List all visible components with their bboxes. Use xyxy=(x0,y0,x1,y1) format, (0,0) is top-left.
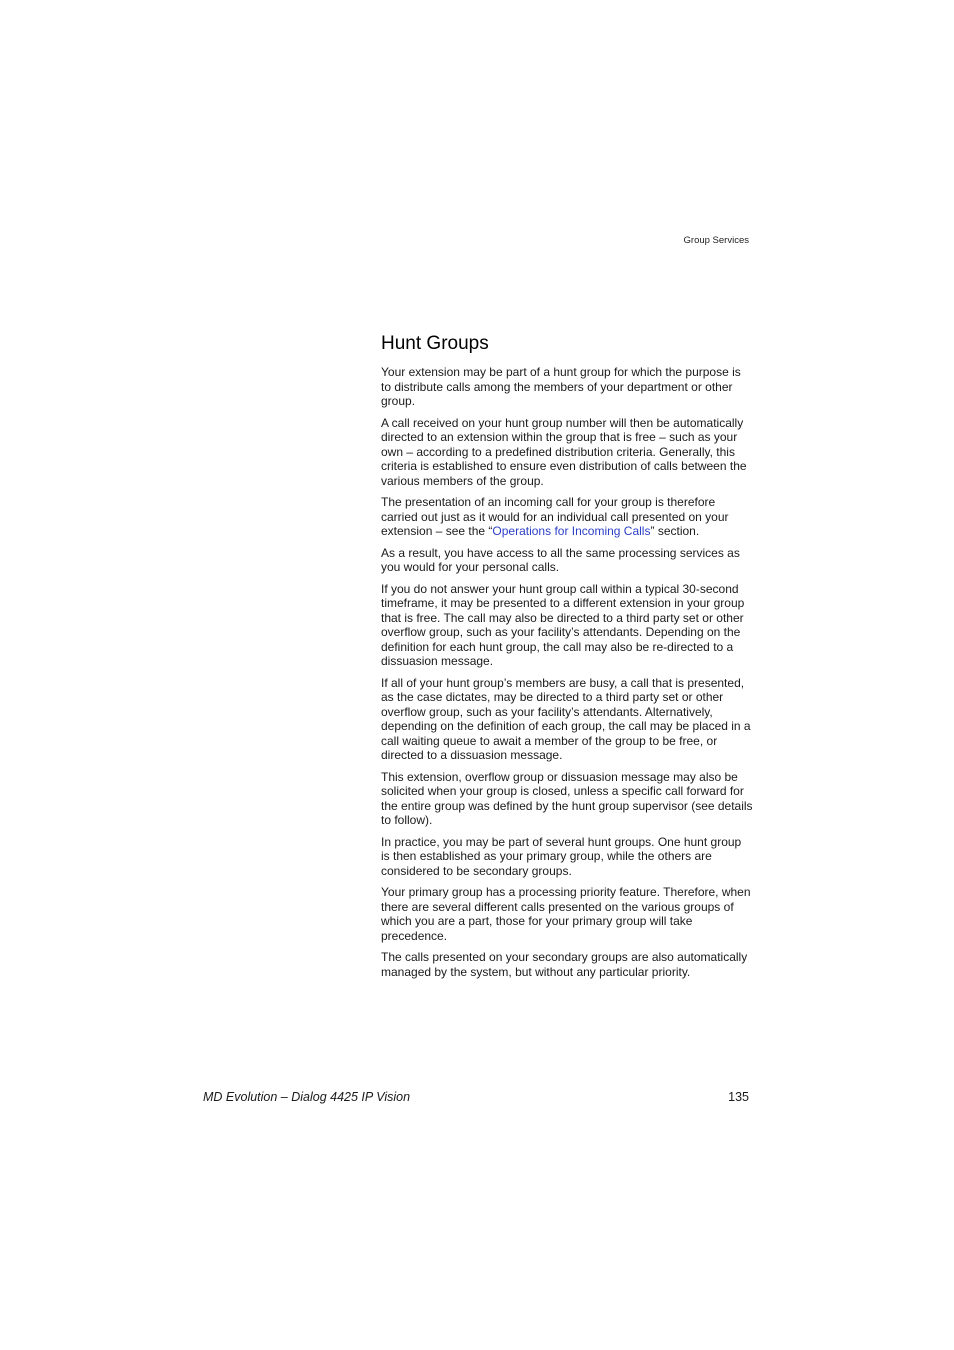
paragraph-intro: Your extension may be part of a hunt group for which the purpose is to distribute calls among the members of your department or other group. xyxy=(381,365,741,408)
paragraph-secondary-groups: The calls presented on your secondary groups are also automatically managed by the system, but without any particular priority. xyxy=(381,950,748,979)
footer-document-title: MD Evolution – Dialog 4425 IP Vision xyxy=(203,1090,411,1104)
paragraph-services: As a result, you have access to all the same processing services as you would for your personal calls. xyxy=(381,545,740,574)
section-content xyxy=(381,332,753,986)
section-title: Hunt Groups xyxy=(381,333,489,354)
paragraph-several-groups: In practice, you may be part of several hunt groups. One hunt group is then established as your primary group, while the others are considered to be secondary groups. xyxy=(381,834,742,878)
running-header: Group Services xyxy=(683,235,749,246)
paragraph-distribution: A call received on your hunt group number will then be automatically directed to an extension within the group that is free – such as your own – according to a predefined distribution criteria. Generally, this criteria is established to ensure even distribution of calls between the various members of the group. xyxy=(381,415,747,488)
paragraph-no-answer: If you do not answer your hunt group call within a typical 30-second timeframe, it may be presented to a different extension in your group that is free. The call may also be directed to a third party set or other overflow group, such as your facility’s attendants. Depending on the definition for each hunt group, the call may also be re-directed to a dissuasion message. xyxy=(381,581,745,668)
paragraph-group-closed: This extension, overflow group or dissuasion message may also be solicited when your group is closed, unless a specific call forward for the entire group was defined by the hunt group supervisor (see details to follow). xyxy=(381,769,753,827)
paragraph-primary-priority: Your primary group has a processing priority feature. Therefore, when there are several different calls presented on the various groups of which you are a part, those for your primary group will take precedence. xyxy=(381,885,751,943)
footer-page-number: 135 xyxy=(728,1090,749,1104)
operations-incoming-calls-link[interactable]: Operations for Incoming Calls xyxy=(492,524,651,538)
paragraph-all-busy: If all of your hunt group’s members are busy, a call that is presented, as the case dictates, may be directed to a third party set or other overflow group, such as your facility’s attendants. Alternatively, depending on the definition of each group, the call may be placed in a call waiting queue to await a member of the group to be free, or directed to a dissuasion message. xyxy=(381,675,751,762)
paragraph-presentation-before: The presentation of an incoming call for your group is therefore carried out just as it would for an individual call presented on your extension – see the “ xyxy=(381,495,729,538)
paragraph-presentation xyxy=(381,495,753,539)
paragraph-presentation-after: ” section. xyxy=(650,524,700,538)
